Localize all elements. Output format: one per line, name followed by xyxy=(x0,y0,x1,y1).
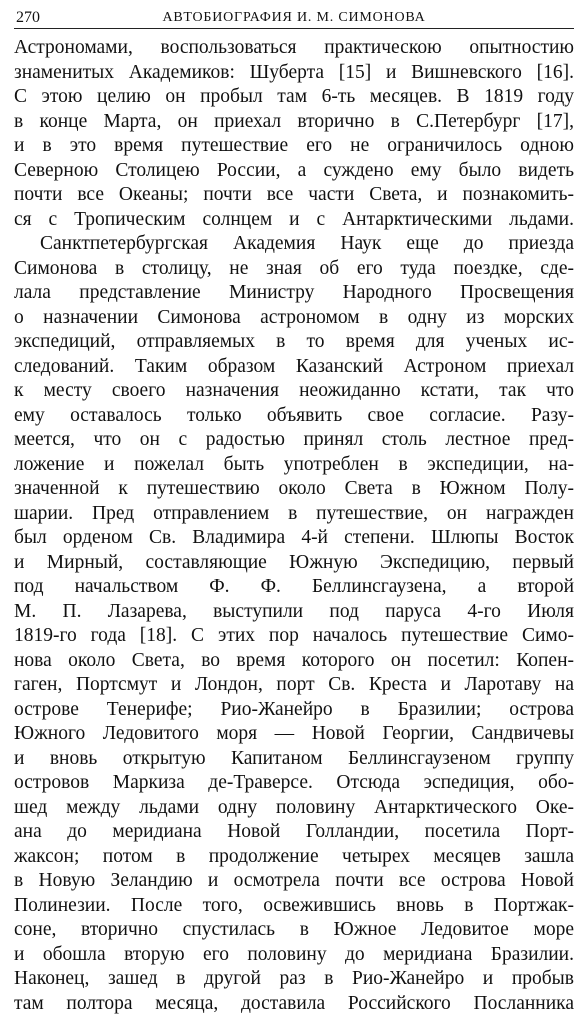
text-line: жаксон; потом в продолжение четырех месяцев зашла xyxy=(14,845,574,870)
text-line: лала представление Министру Народного Просвещения xyxy=(14,281,574,306)
text-line: экспедиций, отправляемых в то время для ученых ис- xyxy=(14,330,574,355)
text-line: Наконец, зашед в другой раз в Рио-Жанейро и пробыв xyxy=(14,967,574,992)
running-head: АВТОБИОГРАФИЯ И. М. СИМОНОВА xyxy=(14,10,574,26)
text-line: о назначении Симонова астрономом в одну из морских xyxy=(14,306,574,331)
text-line: Симонова в столицу, не зная об его туда поездке, сде- xyxy=(14,257,574,282)
text-line: под начальством Ф. Ф. Беллинсгаузена, а второй xyxy=(14,575,574,600)
text-line: меется, что он с радостью принял столь лестное пред- xyxy=(14,428,574,453)
text-line: был орденом Св. Владимира 4-й степени. Шлюпы Восток xyxy=(14,526,574,551)
text-line: следований. Таким образом Казанский Астроном приехал xyxy=(14,355,574,380)
text-line: и в это время путешествие его не ограничилось одною xyxy=(14,134,574,159)
page-number: 270 xyxy=(16,9,40,27)
text-line: там полтора месяца, доставила Российского Посланника xyxy=(14,992,574,1016)
text-line: Северною Столицею России, а суждено ему было видеть xyxy=(14,159,574,184)
text-line: ана до меридиана Новой Голландии, посетила Порт- xyxy=(14,820,574,845)
text-line: С этою целию он пробыл там 6-ть месяцев. В 1819 году xyxy=(14,85,574,110)
text-line: шарии. Пред отправлением в путешествие, он награжден xyxy=(14,502,574,527)
text-line: ся с Тропическим солнцем и с Антарктическими льдами. xyxy=(14,208,574,233)
text-line: островов Маркиза де-Траверсе. Отсюда эспедиция, обо- xyxy=(14,771,574,796)
text-line: значенной к путешествию около Света в Южном Полу- xyxy=(14,477,574,502)
text-line: шед между льдами одну половину Антарктического Оке- xyxy=(14,796,574,821)
text-line: соне, вторично спустилась в Южное Ледовитое море xyxy=(14,918,574,943)
text-line: к месту своего назначения неожиданно кстати, так что xyxy=(14,379,574,404)
text-line: М. П. Лазарева, выступили под паруса 4-го Июля xyxy=(14,600,574,625)
text-line: ему оставалось только объявить свое согласие. Разу- xyxy=(14,404,574,429)
text-line: Астрономами, воспользоваться практическою опытностию xyxy=(14,36,574,61)
text-line: 1819-го года [18]. С этих пор началось путешествие Симо- xyxy=(14,624,574,649)
paragraph-start-line: Санктпетербургская Академия Наук еще до приезда xyxy=(14,232,574,257)
body-text xyxy=(14,36,574,1016)
text-line: ложение и пожелал быть употреблен в экспедиции, на- xyxy=(14,453,574,478)
text-line: и обошла вторую его половину до меридиана Бразилии. xyxy=(14,943,574,968)
text-line: и вновь открытую Капитаном Беллинсгаузеном группу xyxy=(14,747,574,772)
text-line: в Новую Зеландию и осмотрела почти все острова Новой xyxy=(14,869,574,894)
text-line: почти все Океаны; почти все части Света, и познакомить- xyxy=(14,183,574,208)
page-header xyxy=(14,6,574,29)
text-line: и Мирный, составляющие Южную Экспедицию, первый xyxy=(14,551,574,576)
text-line: гаген, Портсмут и Лондон, порт Св. Креста и Ларотаву на xyxy=(14,673,574,698)
text-line: знаменитых Академиков: Шуберта [15] и Вишневского [16]. xyxy=(14,61,574,86)
text-line: нова около Света, во время которого он посетил: Копен- xyxy=(14,649,574,674)
text-line: острове Тенерифе; Рио-Жанейро в Бразилии; острова xyxy=(14,698,574,723)
text-line: Южного Ледовитого моря — Новой Георгии, Сандвичевы xyxy=(14,722,574,747)
text-line: Полинезии. После того, освежившись вновь в Портжак- xyxy=(14,894,574,919)
text-line: в конце Марта, он приехал вторично в С.Петербург [17], xyxy=(14,110,574,135)
